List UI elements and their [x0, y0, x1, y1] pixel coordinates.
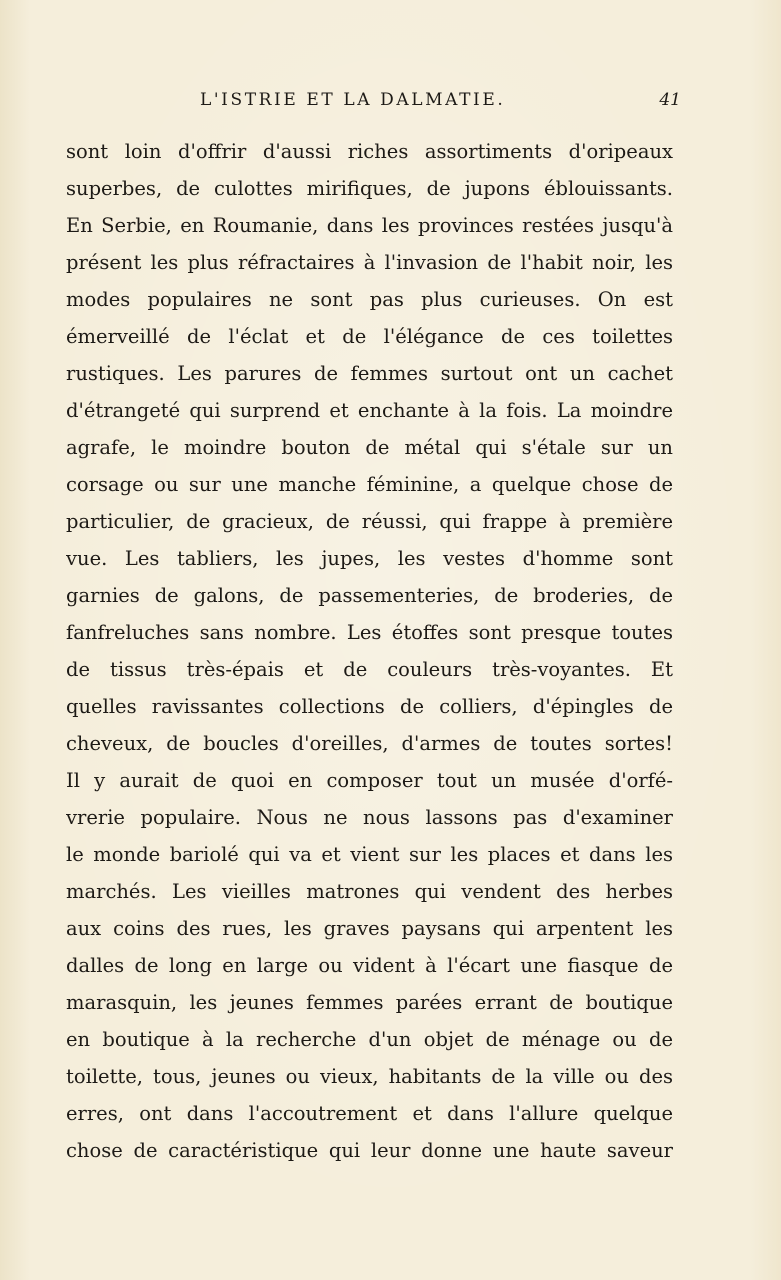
text-line: Il y aurait de quoi en composer tout un musée d'orfé- — [66, 769, 673, 792]
text-line: particulier, de gracieux, de réussi, qui frappe à première — [66, 510, 673, 533]
text-line: le monde bariolé qui va et vient sur les places et dans les — [66, 843, 673, 866]
text-line: sont loin d'offrir d'aussi riches assortiments d'oripeaux — [66, 140, 673, 163]
text-line: superbes, de culottes mirifiques, de jupons éblouissants. — [66, 177, 673, 200]
text-line: vrerie populaire. Nous ne nous lassons pas d'examiner — [66, 806, 673, 829]
running-head: L'ISTRIE ET LA DALMATIE. — [200, 90, 506, 110]
text-line: cheveux, de boucles d'oreilles, d'armes de toutes sortes! — [66, 732, 673, 755]
text-line: marchés. Les vieilles matrones qui vendent des herbes — [66, 880, 673, 903]
text-line: toilette, tous, jeunes ou vieux, habitants de la ville ou des — [66, 1065, 673, 1088]
text-line: corsage ou sur une manche féminine, a quelque chose de — [66, 473, 673, 496]
text-line: émerveillé de l'éclat et de l'élégance de ces toilettes — [66, 325, 673, 348]
text-line: vue. Les tabliers, les jupes, les vestes d'homme sont — [66, 547, 673, 570]
page-number: 41 — [659, 90, 681, 110]
body-text — [66, 133, 673, 1169]
text-line: fanfreluches sans nombre. Les étoffes sont presque toutes — [66, 621, 673, 644]
text-line: garnies de galons, de passementeries, de broderies, de — [66, 584, 673, 607]
text-line: marasquin, les jeunes femmes parées errant de boutique — [66, 991, 673, 1014]
text-line: agrafe, le moindre bouton de métal qui s'étale sur un — [66, 436, 673, 459]
text-line: de tissus très-épais et de couleurs très-voyantes. Et — [66, 658, 673, 681]
text-line: d'étrangeté qui surprend et enchante à la fois. La moindre — [66, 399, 673, 422]
text-line: rustiques. Les parures de femmes surtout ont un cachet — [66, 362, 673, 385]
text-line: modes populaires ne sont pas plus curieuses. On est — [66, 288, 673, 311]
text-line: chose de caractéristique qui leur donne une haute saveur — [66, 1139, 673, 1162]
text-line: aux coins des rues, les graves paysans qui arpentent les — [66, 917, 673, 940]
text-line: erres, ont dans l'accoutrement et dans l'allure quelque — [66, 1102, 673, 1125]
text-line: présent les plus réfractaires à l'invasion de l'habit noir, les — [66, 251, 673, 274]
text-line: quelles ravissantes collections de colliers, d'épingles de — [66, 695, 673, 718]
text-line: en boutique à la recherche d'un objet de ménage ou de — [66, 1028, 673, 1051]
text-line: En Serbie, en Roumanie, dans les provinces restées jusqu'à — [66, 214, 673, 237]
text-line: dalles de long en large ou vident à l'écart une fiasque de — [66, 954, 673, 977]
